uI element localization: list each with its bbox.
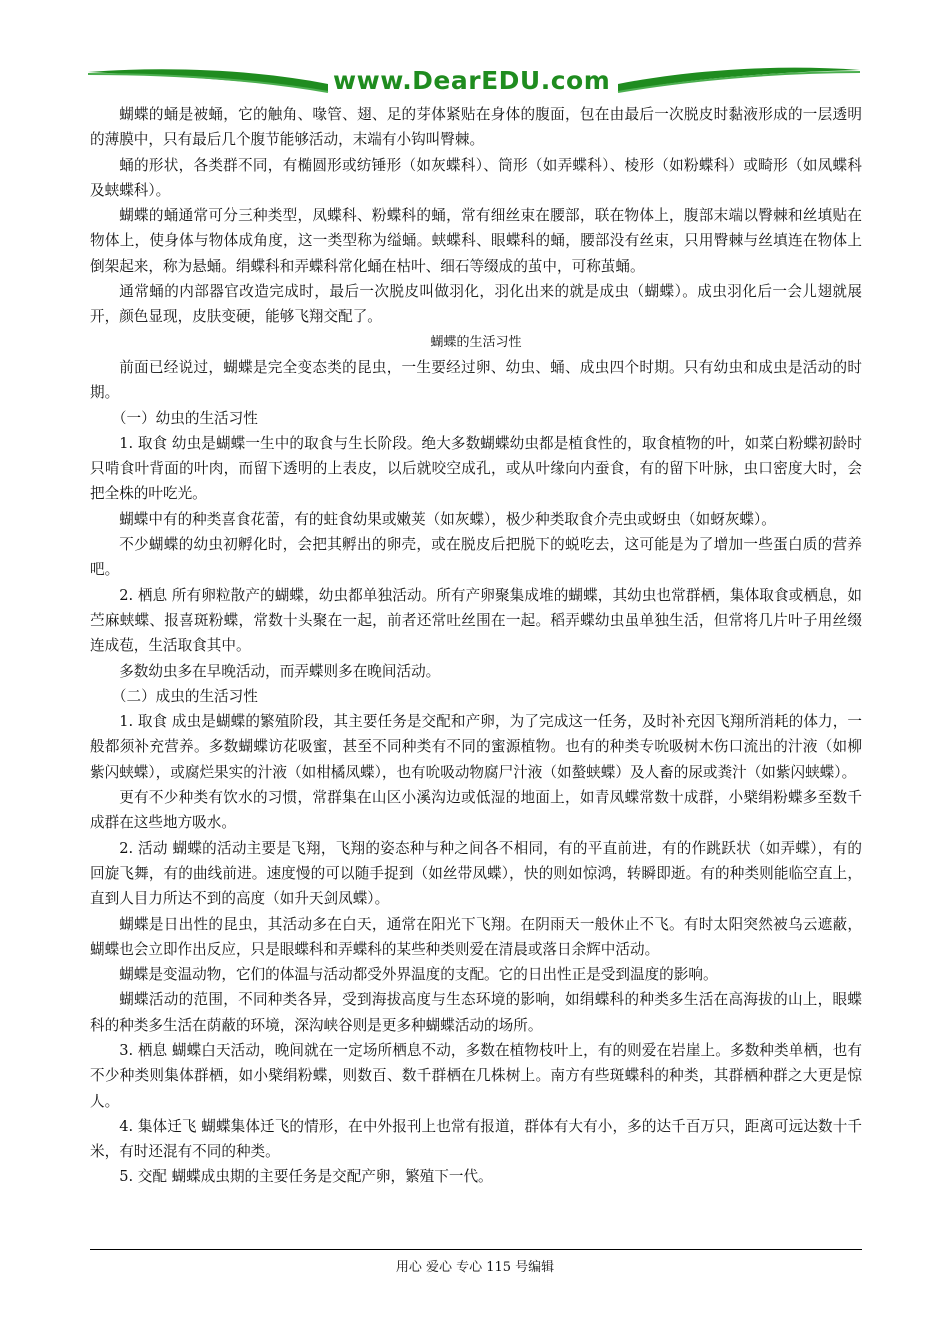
paragraph: 更有不少种类有饮水的习惯，常群集在山区小溪沟边或低湿的地面上，如青凤蝶常数十成群，小檗绢粉蝶多至数千成群在这些地方吸水。 [90, 789, 862, 832]
paragraph: 蝴蝶的蛹是被蛹，它的触角、喙管、翅、足的芽体紧贴在身体的腹面，包在由最后一次脱皮时黏液形成的一层透明的薄膜中，只有最后几个腹节能够活动，末端有小钩叫臀棘。 [90, 106, 862, 149]
paragraph: 蝴蝶是变温动物，它们的体温与活动都受外界温度的支配。它的日出性正是受到温度的影响。 [119, 966, 718, 984]
subsection-heading: （二）成虫的生活习性 [111, 687, 258, 705]
subsection-heading: （一）幼虫的生活习性 [111, 409, 258, 427]
paragraph: 蝴蝶活动的范围，不同种类各异，受到海拔高度与生态环境的影响，如绢蝶科的种类多生活在高海拔的山上，眼蝶科的种类多生活在荫蔽的环境，深沟峡谷则是更多种蝴蝶活动的场所。 [90, 991, 862, 1034]
paragraph: 蝴蝶中有的种类喜食花蕾，有的蛀食幼果或嫩荚（如灰蝶），极少种类取食介壳虫或蚜虫（如蚜灰蝶）。 [119, 510, 776, 528]
page-footer: 用心 爱心 专心 115 号编辑 [395, 1260, 555, 1275]
section-title: 蝴蝶的生活习性 [430, 334, 522, 350]
paragraph: 蝴蝶的蛹通常可分三种类型，凤蝶科、粉蝶科的蛹，常有细丝束在腰部，联在物体上，腹部末端以臀棘和丝填贴在物体上，使身体与物体成角度，这一类型称为缢蛹。蛱蝶科、眼蝶科的蛹，腰部没有丝束，只用臀棘与丝填连在物体上倒架起来，称为悬蛹。绢蝶科和弄蝶科常化蛹在枯叶、细石等缀成的茧中，可称茧蛹。 [90, 207, 862, 275]
paragraph: 蛹的形状，各类群不同，有椭圆形或纺锤形（如灰蝶科）、筒形（如弄蝶科）、棱形（如粉蝶科）或畸形（如凤蝶科及蛱蝶科）。 [90, 156, 862, 199]
paragraph: 不少蝴蝶的幼虫初孵化时，会把其孵出的卵壳，或在脱皮后把脱下的蜕吃去，这可能是为了增加一些蛋白质的营养吧。 [90, 536, 862, 579]
paragraph: 1. 取食 幼虫是蝴蝶一生中的取食与生长阶段。绝大多数蝴蝶幼虫都是植食性的，取食植物的叶，如菜白粉蝶初龄时只啃食叶背面的叶肉，而留下透明的上表皮，以后就咬空成孔，或从叶缘向内蚕食，有的留下叶脉，虫口密度大时，会把全株的叶吃光。 [90, 434, 862, 503]
footer-divider [90, 1249, 862, 1250]
site-logo[interactable]: www.DearEDU.com [333, 66, 611, 95]
paragraph: 2. 活动 蝴蝶的活动主要是飞翔，飞翔的姿态种与种之间各不相同，有的平直前进，有的作跳跃状（如弄蝶），有的回旋飞舞，有的曲线前进。速度慢的可以随手捉到（如丝带凤蝶），快的则如惊鸿，转瞬即逝。有的种类则能临空直上，直到人目力所达不到的高度（如升天剑凤蝶）。 [90, 839, 862, 908]
paragraph: 5. 交配 蝴蝶成虫期的主要任务是交配产卵，繁殖下一代。 [119, 1168, 493, 1186]
paragraph: 1. 取食 成虫是蝴蝶的繁殖阶段，其主要任务是交配和产卵，为了完成这一任务，及时补充因飞翔所消耗的体力，一般都须补充营养。多数蝴蝶访花吸蜜，甚至不同种类有不同的蜜源植物。也有的种类专吮吸树木伤口流出的汁液（如柳紫闪蛱蝶），或腐烂果实的汁液（如柑橘凤蝶），也有吮吸动物腐尸汁液（如螯蛱蝶）及人畜的尿或粪汁（如紫闪蛱蝶）。 [90, 713, 862, 781]
document-body [90, 102, 862, 1190]
paragraph: 3. 栖息 蝴蝶白天活动，晚间就在一定场所栖息不动，多数在植物枝叶上，有的则爱在岩崖上。多数种类单栖，也有不少种类则集体群栖，如小檗绢粉蝶，则数百、数千群栖在几株树上。南方有些斑蝶科的种类，其群栖种群之大更是惊人。 [90, 1041, 862, 1110]
paragraph: 前面已经说过，蝴蝶是完全变态类的昆虫，一生要经过卵、幼虫、蛹、成虫四个时期。只有幼虫和成虫是活动的时期。 [90, 358, 862, 402]
paragraph: 4. 集体迁飞 蝴蝶集体迁飞的情形，在中外报刊上也常有报道，群体有大有小，多的达千百万只，距离可远达数十千米，有时还混有不同的种类。 [90, 1117, 862, 1161]
paragraph: 蝴蝶是日出性的昆虫，其活动多在白天，通常在阳光下飞翔。在阴雨天一般休止不飞。有时太阳突然被乌云遮蔽，蝴蝶也会立即作出反应，只是眼蝶科和弄蝶科的某些种类则爱在清晨或落日余辉中活动。 [90, 915, 862, 958]
paragraph: 通常蛹的内部器官改造完成时，最后一次脱皮叫做羽化，羽化出来的就是成虫（蝴蝶）。成虫羽化后一会儿翅就展开，颜色显现，皮肤变硬，能够飞翔交配了。 [90, 283, 862, 326]
site-header [88, 62, 860, 96]
paragraph: 2. 栖息 所有卵粒散产的蝴蝶，幼虫都单独活动。所有产卵聚集成堆的蝴蝶，其幼虫也常群栖，集体取食或栖息，如苎麻蛱蝶、报喜斑粉蝶，常数十头聚在一起，前者还常吐丝围在一起。稻弄蝶幼虫虽单独生活，但常将几片叶子用丝缀连成苞，生活取食其中。 [90, 586, 862, 655]
paragraph: 多数幼虫多在早晚活动，而弄蝶则多在晚间活动。 [119, 662, 441, 680]
